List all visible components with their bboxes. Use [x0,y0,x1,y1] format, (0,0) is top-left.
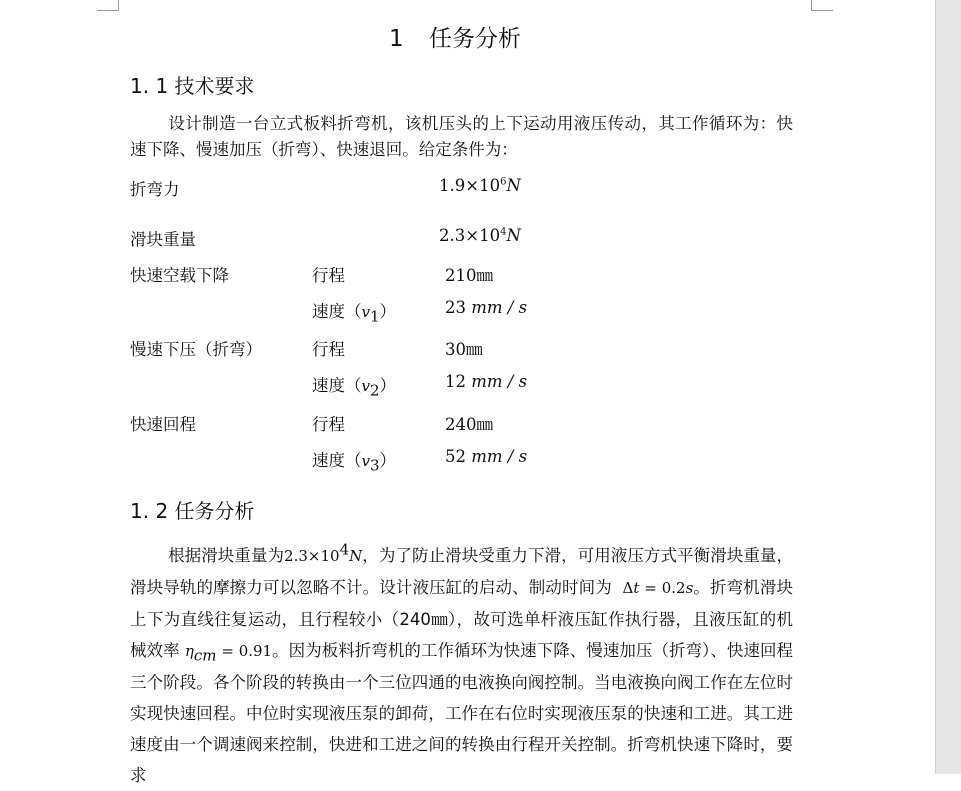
spec-label-bending-force: 折弯力 [130,180,180,199]
speed-value: 52 mm / s [445,447,528,466]
phase-name: 慢速下压（折弯） [130,340,262,359]
spec-value-bending-force: $1.9\times 10^6N$ [439,176,521,195]
speed-value: 23 mm / s [445,298,528,317]
analysis-paragraph: 根据滑块重量为$2.3\times 10^4N$，为了防止滑块受重力下滑，可用液压方式平衡滑块重量，滑块导轨的摩擦力可以忽略不计。设计液压缸的启动、制动时间为 Δt = 0.2s。折弯机滑块上下为直线往复运动，且行程较小（240㎜），故可选单杆液压缸作执行器，且液压缸的机械效率 $\eta_{cm} = 0.91$。因为板料折弯机的工作循环为快速下降、慢速加压（折弯）、快速回程三个阶段。各个阶段的转换由一个三位四通的电液换向阀控制。当电液换向阀工作在左位时实现快速回程。中位时实现液压泵的卸荷，工作在右位时实现液压泵的快速和工进。其工进速度由一个调速阀来控制，快进和工进之间的转换由行程开关控制。折弯机快速下降时，要求 [130,540,794,785]
stroke-label: 行程 [312,415,345,434]
crop-mark [97,10,119,11]
spec-label-slider-weight: 滑块重量 [130,230,196,249]
speed-label: 速度$(v_3)$ [312,451,397,475]
crop-mark [118,0,119,11]
speed-label: 速度$(v_2)$ [312,376,397,400]
phase-name: 快速空载下降 [130,266,229,285]
stroke-value: 210㎜ [445,266,493,285]
speed-label: 速度$(v_1)$ [312,302,397,326]
stroke-label: 行程 [312,340,345,359]
stroke-value: 240㎜ [445,415,493,434]
crop-mark [811,0,812,11]
spec-value-slider-weight: $2.3\times 10^4N$ [439,226,521,245]
section-heading-1-2: 1. 2 任务分析 [130,499,255,523]
viewer-scroll-gutter[interactable] [935,0,961,774]
chapter-heading: 1 任务分析 [389,26,521,52]
section-heading-1-1: 1. 1 技术要求 [130,74,255,98]
stroke-label: 行程 [312,266,345,285]
stroke-value: 30㎜ [445,340,483,359]
intro-paragraph: 设计制造一台立式板料折弯机，该机压头的上下运动用液压传动，其工作循环为：快速下降、慢速加压（折弯）、快速退回。给定条件为： [130,114,793,159]
crop-mark [811,10,833,11]
speed-value: 12 mm / s [445,372,528,391]
phase-name: 快速回程 [130,415,196,434]
